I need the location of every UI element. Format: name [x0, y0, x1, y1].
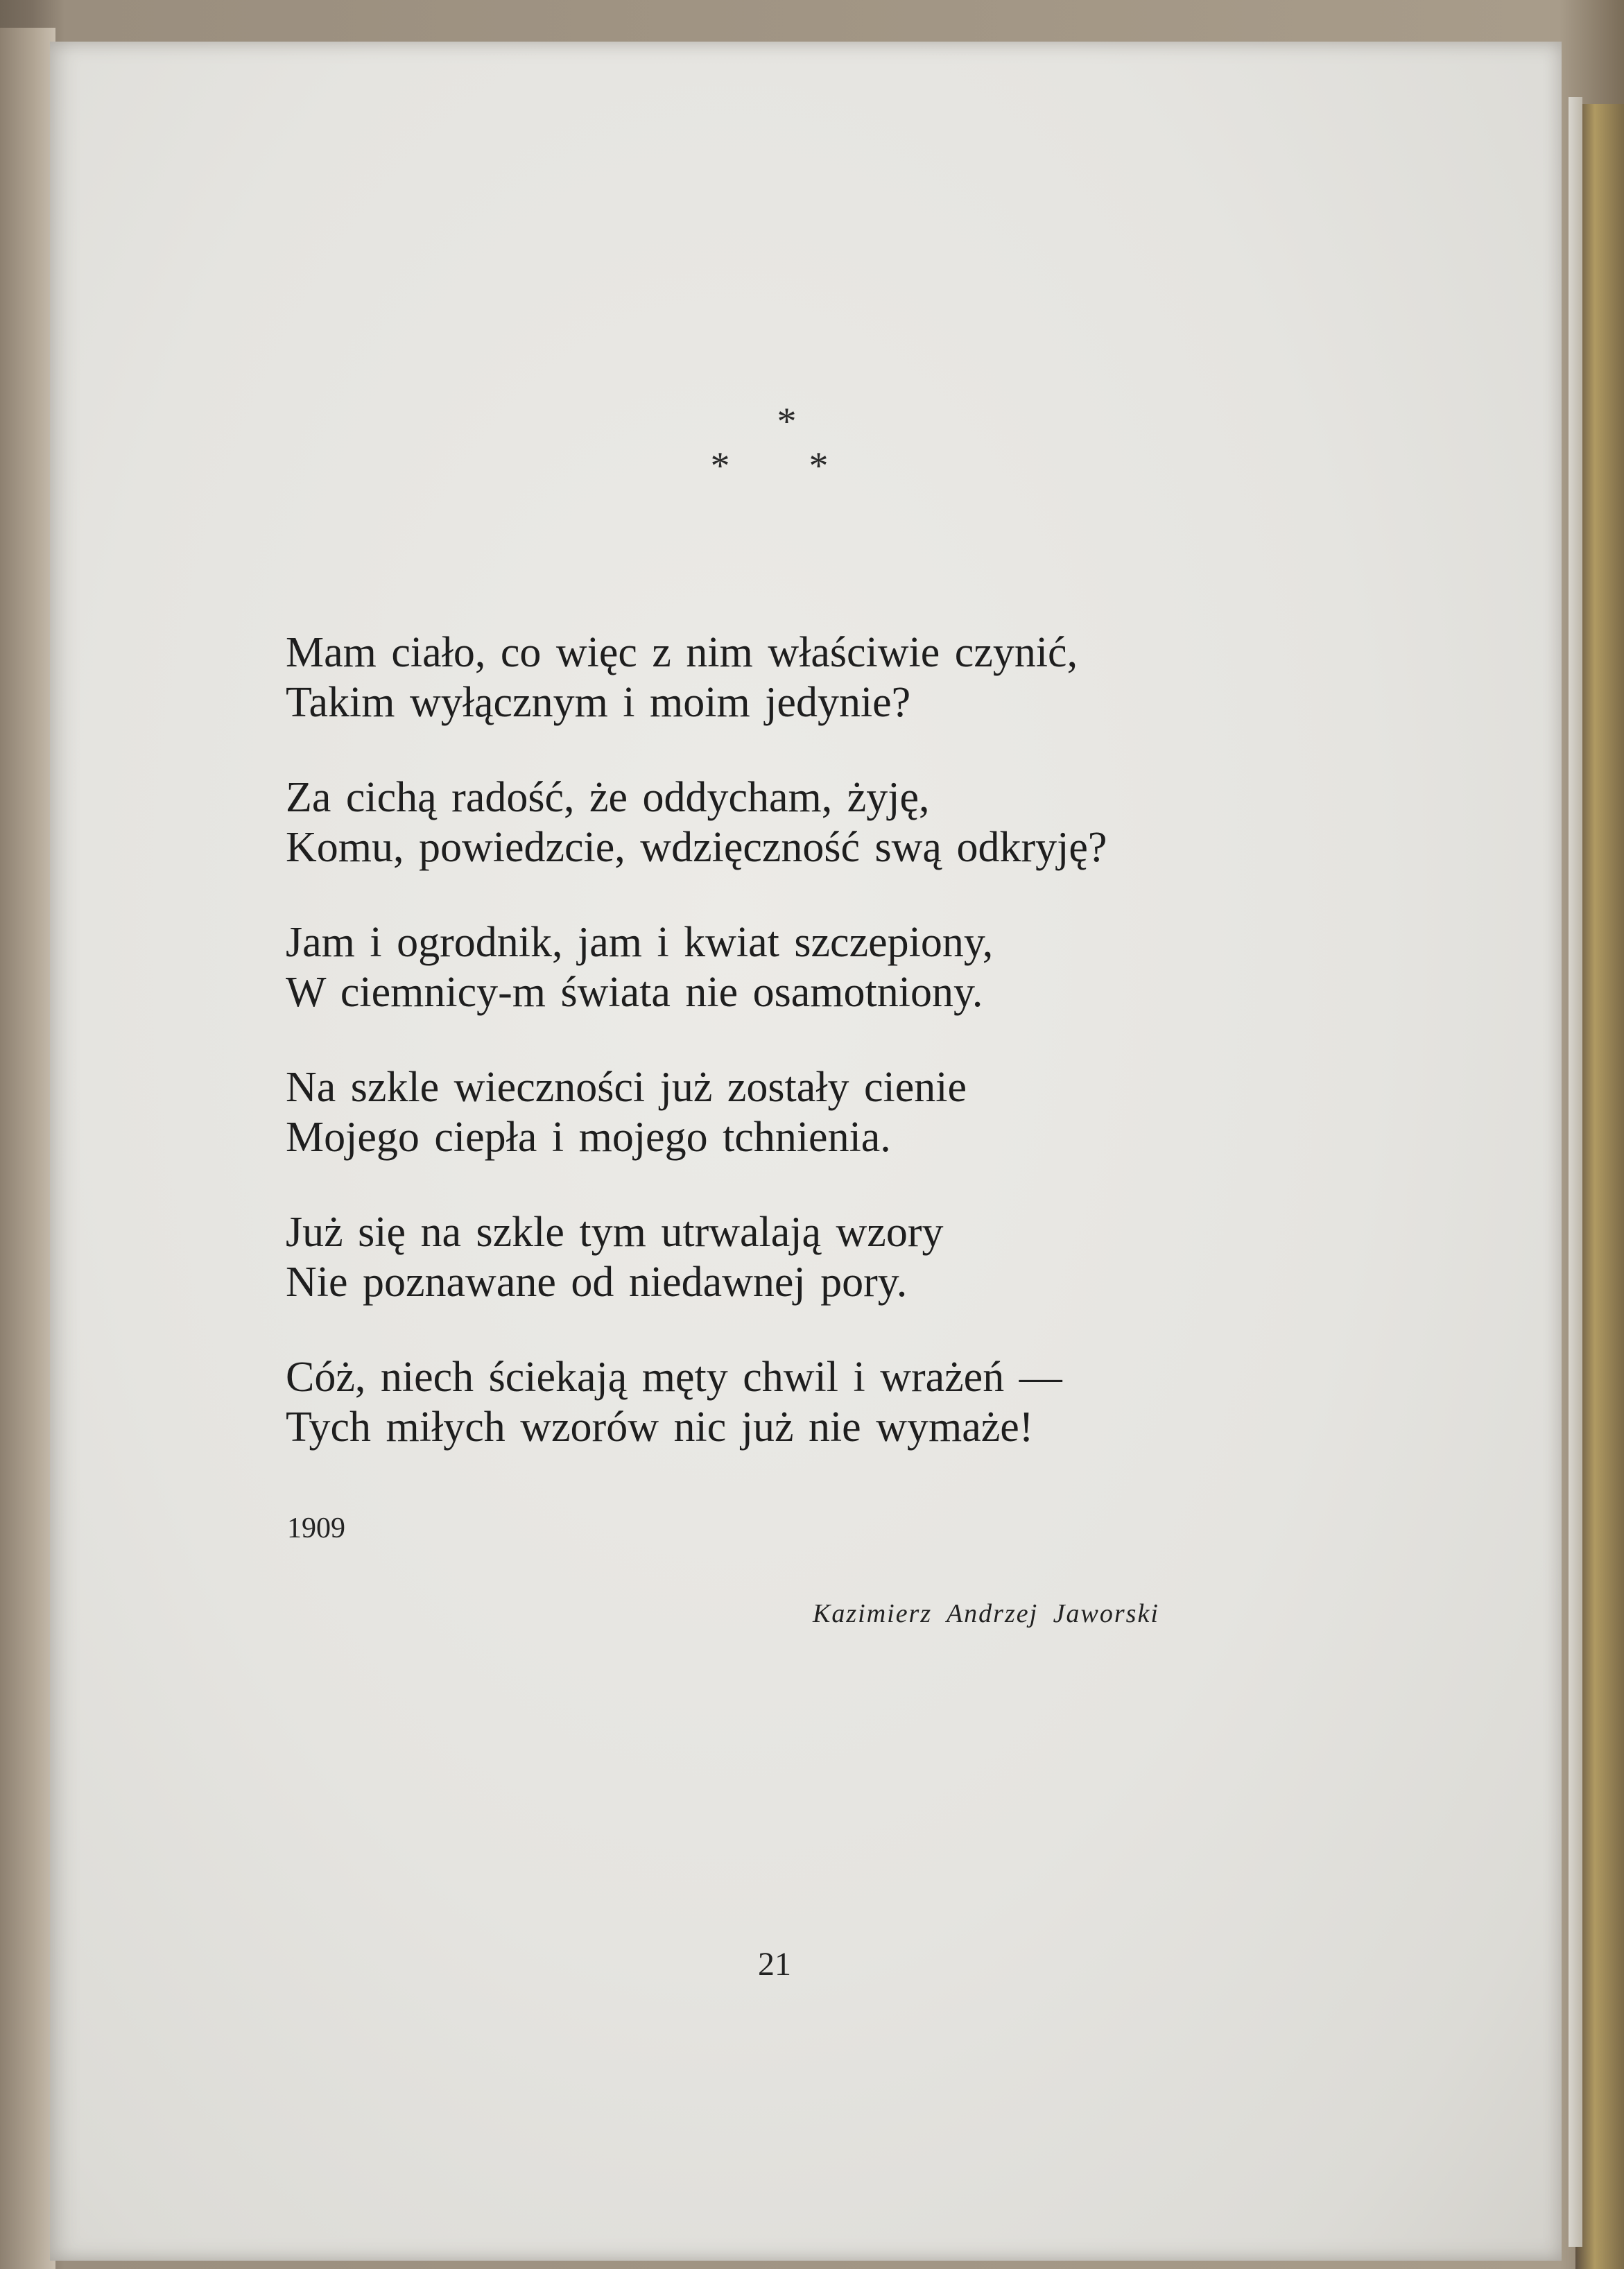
asterism-bottom: * * [710, 445, 863, 488]
stanza [286, 1207, 1326, 1307]
verse-line: Cóż, niech ściekają męty chwil i wrażeń — [286, 1354, 1062, 1401]
verse-line: Na szkle wieczności już zostały cienie [286, 1064, 967, 1111]
stanza [286, 917, 1326, 1017]
asterism-top: * [777, 400, 797, 443]
stanza [286, 628, 1326, 727]
page-number: 21 [758, 1946, 791, 1983]
verse-line: Mojego ciepła i mojego tchnienia. [286, 1114, 891, 1161]
verse-line: Za cichą radość, że oddycham, żyję, [286, 774, 930, 821]
verse-line: Jam i ogrodnik, jam i kwiat szczepiony, [286, 919, 994, 966]
stanza [286, 1352, 1326, 1452]
verse-line: Tych miłych wzorów nic już nie wymaże! [286, 1404, 1034, 1451]
verse-line: Mam ciało, co więc z nim właściwie czynić, [286, 629, 1078, 676]
poem-year: 1909 [287, 1512, 345, 1544]
stanza [286, 773, 1326, 872]
verse-line: Komu, powiedzcie, wdzięczność swą odkryję? [286, 824, 1107, 871]
verse-line: W ciemnicy-m świata nie osamotniony. [286, 969, 983, 1016]
verse-line: Już się na szkle tym utrwalają wzory [286, 1209, 944, 1256]
author-name: Kazimierz Andrzej Jaworski [813, 1599, 1159, 1628]
poem [286, 628, 1326, 1497]
book-cover-left [0, 28, 55, 2269]
asterism-ornament [50, 400, 1562, 488]
verse-line: Nie poznawane od niedawnej pory. [286, 1259, 908, 1306]
book-page [50, 42, 1562, 2261]
page-edge [1569, 97, 1582, 2247]
verse-line: Takim wyłącznym i moim jedynie? [286, 679, 911, 726]
stanza [286, 1062, 1326, 1162]
book-cover-right [1575, 104, 1624, 2269]
